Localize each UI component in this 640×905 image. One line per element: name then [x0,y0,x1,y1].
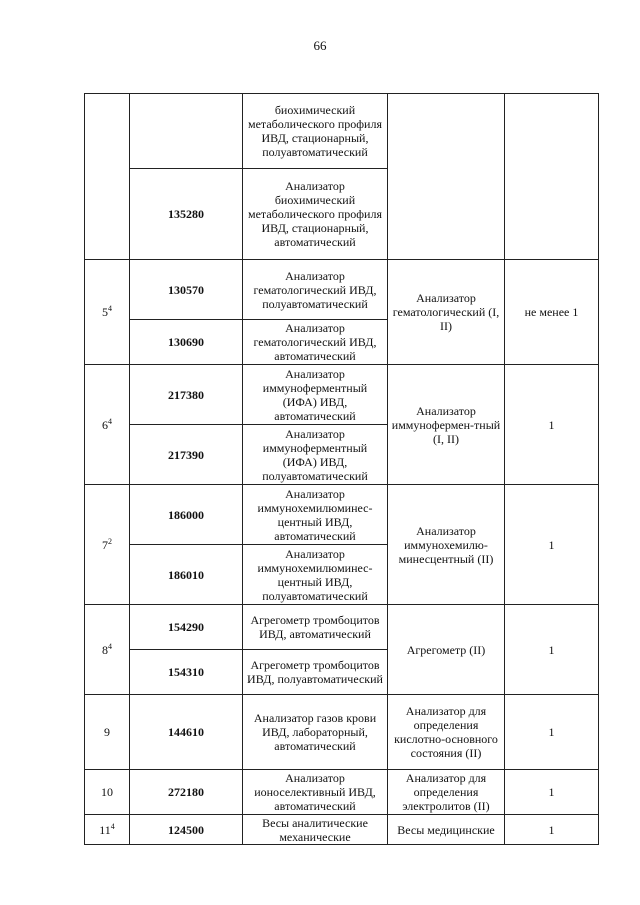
qty-cell [505,94,599,260]
page-number: 66 [313,38,327,53]
name-cell: Анализатор ионоселективный ИВД, автоматический [243,770,388,815]
row-number-value: 9 [104,725,110,739]
row-number-value: 10 [101,785,113,799]
qty-cell: 1 [505,365,599,485]
name-cell: Анализатор иммуноферментный (ИФА) ИВД, автоматический [243,365,388,425]
row-number-sup: 4 [108,304,112,313]
row-number-value: 11 [99,822,111,837]
equipment-table [84,93,599,845]
code-cell: 154310 [130,650,243,695]
table-row [85,485,599,545]
row-number [85,365,130,485]
code-cell: 135280 [130,169,243,260]
row-number [85,605,130,695]
type-cell [388,94,505,260]
row-number-value: 8 [102,642,108,657]
table-row [85,815,599,845]
code-cell: 217380 [130,365,243,425]
code-cell: 124500 [130,815,243,845]
code-cell: 186000 [130,485,243,545]
name-cell: Анализатор газов крови ИВД, лабораторный, автоматический [243,695,388,770]
qty-cell: не менее 1 [505,260,599,365]
row-number [85,770,130,815]
type-cell: Анализатор иммунофермен-тный (I, II) [388,365,505,485]
table-row [85,770,599,815]
name-cell: Агрегометр тромбоцитов ИВД, полуавтоматический [243,650,388,695]
name-cell: Анализатор гематологический ИВД, автоматический [243,320,388,365]
row-number-value: 6 [102,417,108,432]
type-cell: Агрегометр (II) [388,605,505,695]
type-cell: Анализатор иммунохемилю-минесцентный (II) [388,485,505,605]
table-row [85,365,599,425]
name-cell: Весы аналитические механические [243,815,388,845]
row-number [85,485,130,605]
name-cell: биохимический метаболического профиля ИВД, стационарный, полуавтоматический [243,94,388,169]
row-number [85,695,130,770]
code-cell: 217390 [130,425,243,485]
code-cell: 154290 [130,605,243,650]
name-cell: Анализатор иммунохемилюминес-центный ИВД, полуавтоматический [243,545,388,605]
code-cell [130,94,243,169]
row-number-sup: 2 [108,536,112,546]
type-cell: Анализатор гематологический (I, II) [388,260,505,365]
code-cell: 272180 [130,770,243,815]
qty-cell: 1 [505,695,599,770]
qty-cell: 1 [505,770,599,815]
table-row [85,260,599,320]
type-cell: Анализатор для определения электролитов (II) [388,770,505,815]
name-cell: Анализатор иммунохемилюминес-центный ИВД, автоматический [243,485,388,545]
type-cell: Весы медицинские [388,815,505,845]
table-row [85,94,599,169]
table-row [85,605,599,650]
name-cell: Анализатор биохимический метаболического профиля ИВД, стационарный, автоматический [243,169,388,260]
row-number [85,94,130,260]
row-number-sup: 4 [110,821,115,831]
name-cell: Анализатор иммуноферментный (ИФА) ИВД, полуавтоматический [243,425,388,485]
qty-cell: 1 [505,815,599,845]
row-number [85,260,130,365]
code-cell: 130690 [130,320,243,365]
type-cell: Анализатор для определения кислотно-основного состояния (II) [388,695,505,770]
code-cell: 144610 [130,695,243,770]
code-cell: 186010 [130,545,243,605]
row-number-sup: 4 [108,641,112,651]
qty-cell: 1 [505,605,599,695]
row-number-value: 7 [102,537,108,552]
row-number-sup: 4 [108,416,112,426]
qty-cell: 1 [505,485,599,605]
row-number [85,815,130,845]
code-cell: 130570 [130,260,243,320]
table-row [85,695,599,770]
name-cell: Агрегометр тромбоцитов ИВД, автоматический [243,605,388,650]
name-cell: Анализатор гематологический ИВД, полуавтоматический [243,260,388,320]
row-number-value: 5 [102,305,108,319]
